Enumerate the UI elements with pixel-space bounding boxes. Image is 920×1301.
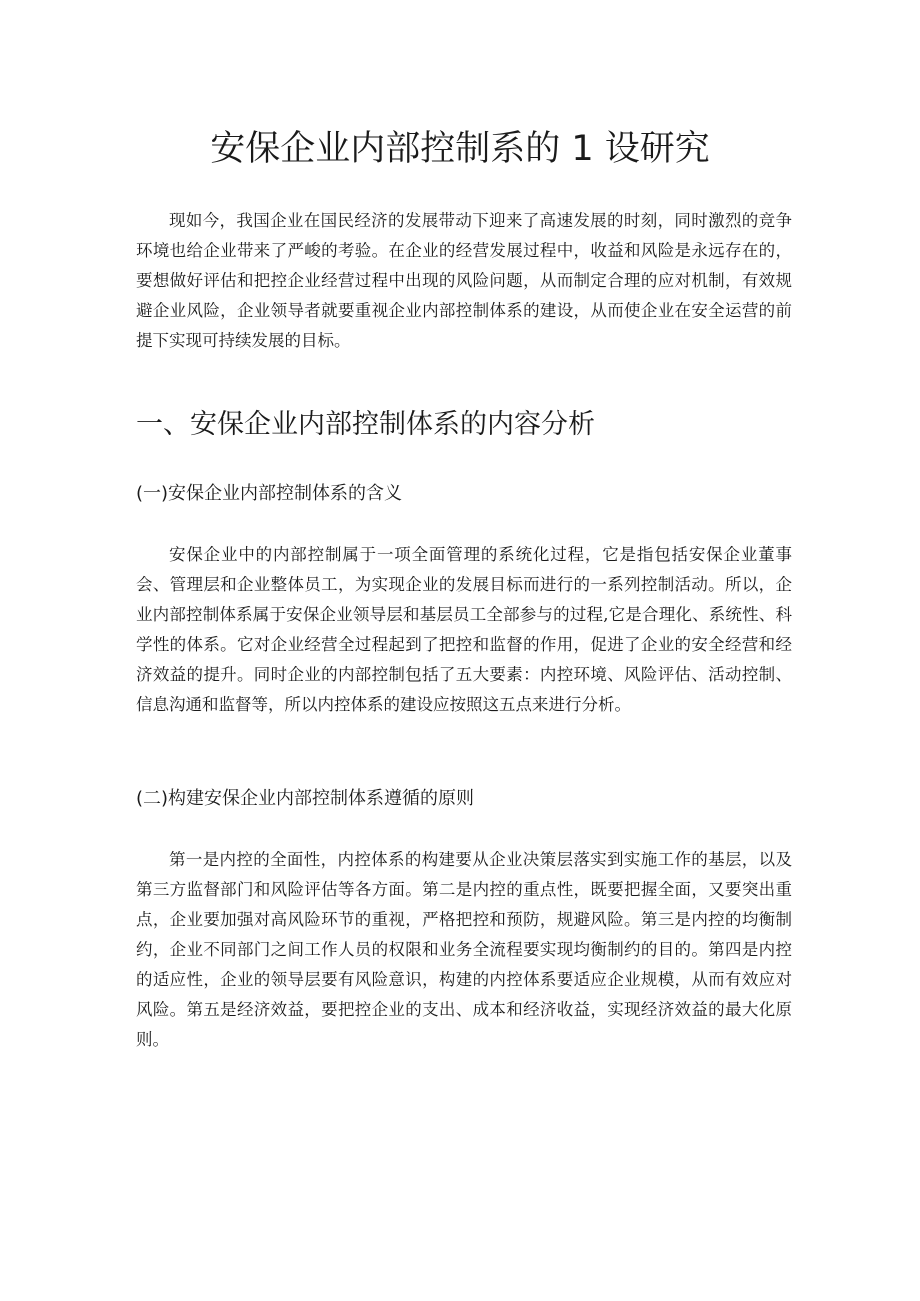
- subsection-heading-2: (二)构建安保企业内部控制体系遵循的原则: [136, 788, 475, 809]
- intro-paragraph: 现如今，我国企业在国民经济的发展带动下迎来了高速发展的时刻，同时激烈的竞争环境也给企业带来了严峻的考验。在企业的经营发展过程中，收益和风险是永远存在的，要想做好评估和把控企业经营过程中出现的风险问题，从而制定合理的应对机制，有效规避企业风险，企业领导者就要重视企业内部控制体系的建设，从而使企业在安全运营的前提下实现可持续发展的目标。: [136, 211, 792, 350]
- document-title: 安保企业内部控制系的 1 设研究: [210, 129, 710, 169]
- subsection-1-paragraph: 安保企业中的内部控制属于一项全面管理的系统化过程，它是指包括安保企业董事会、管理层和企业整体员工，为实现企业的发展目标而进行的一系列控制活动。所以，企业内部控制体系属于安保企业领导层和基层员工全部参与的过程,它是合理化、系统性、科学性的体系。它对企业经营全过程起到了把控和监督的作用，促进了企业的安全经营和经济效益的提升。同时企业的内部控制包括了五大要素：内控环境、风险评估、活动控制、信息沟通和监督等，所以内控体系的建设应按照这五点来进行分析。: [136, 545, 792, 714]
- subsection-heading-1: (一)安保企业内部控制体系的含义: [136, 483, 403, 504]
- section-heading-1: 一、安保企业内部控制体系的内容分析: [136, 409, 595, 440]
- subsection-2-paragraph: 第一是内控的全面性，内控体系的构建要从企业决策层落实到实施工作的基层，以及第三方监督部门和风险评估等各方面。第二是内控的重点性，既要把握全面，又要突出重点，企业要加强对高风险环节的重视，严格把控和预防，规避风险。第三是内控的均衡制约，企业不同部门之间工作人员的权限和业务全流程要实现均衡制约的目的。第四是内控的适应性，企业的领导层要有风险意识，构建的内控体系要适应企业规模，从而有效应对风险。第五是经济效益，要把控企业的支出、成本和经济收益，实现经济效益的最大化原则。: [136, 850, 792, 1049]
